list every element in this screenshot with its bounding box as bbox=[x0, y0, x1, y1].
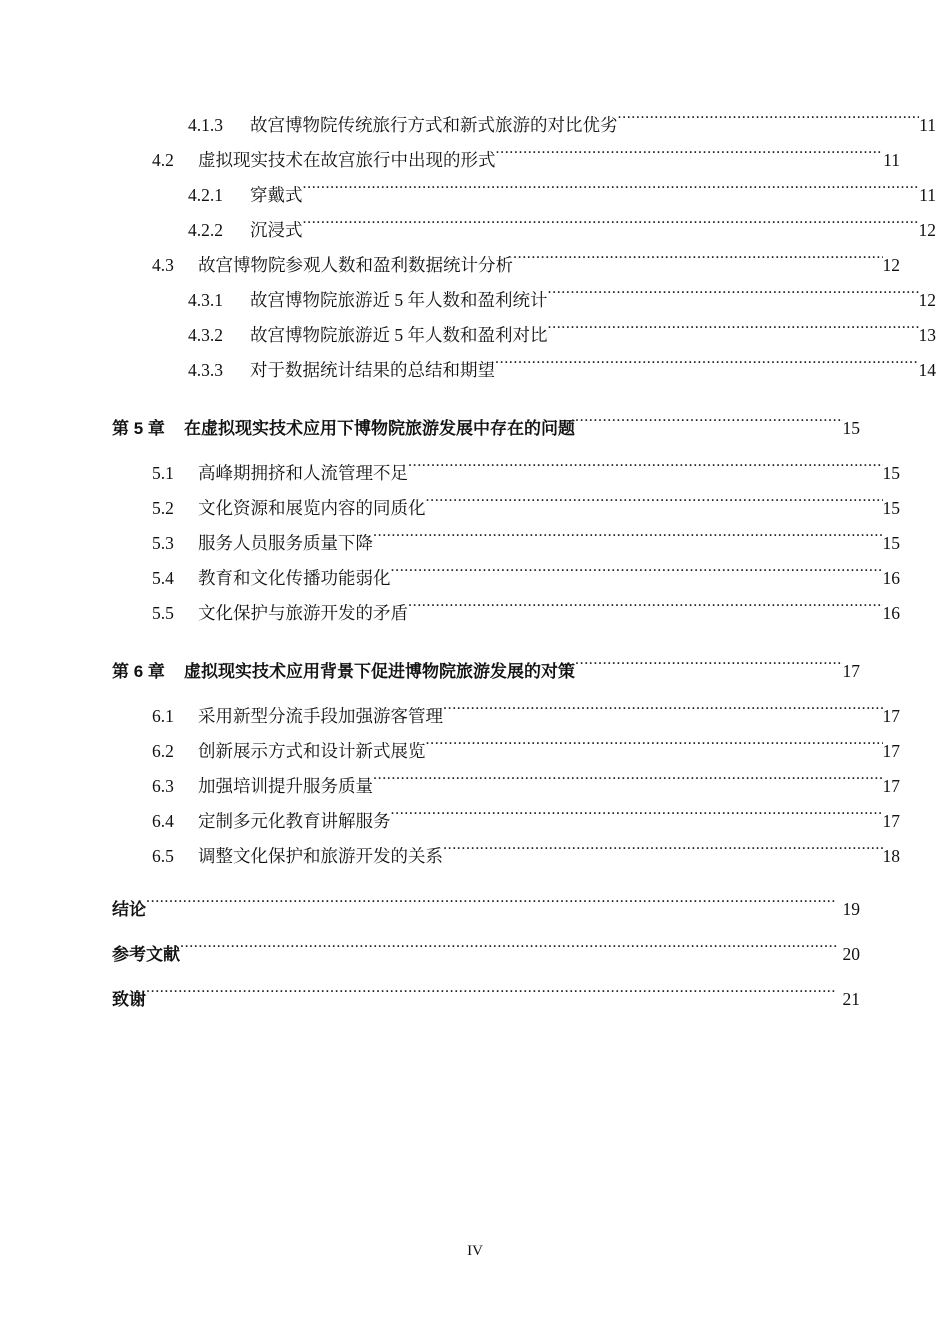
section-gap bbox=[112, 631, 860, 654]
toc-entry-title: 沉浸式 bbox=[250, 220, 303, 240]
toc-entry-page-number: 18 bbox=[882, 846, 900, 866]
toc-entry-page-number: 20 bbox=[842, 944, 860, 964]
toc-entry-title: 采用新型分流手段加强游客管理 bbox=[198, 706, 443, 726]
toc-entry-title: 结论 bbox=[112, 900, 146, 919]
toc-entry-page-number: 17 bbox=[882, 741, 900, 761]
toc-entry-page-number: 12 bbox=[918, 290, 936, 310]
toc-entry-title: 加强培训提升服务质量 bbox=[198, 776, 373, 796]
toc-entry-title: 致谢 bbox=[112, 990, 146, 1009]
toc-leader-dots bbox=[426, 497, 883, 515]
toc-entry-number: 5.1 bbox=[152, 463, 174, 483]
toc-leader-dots bbox=[391, 810, 883, 828]
toc-entry-title: 创新展示方式和设计新式展览 bbox=[198, 741, 426, 761]
toc-entry-page-number: 17 bbox=[882, 776, 900, 796]
toc-leader-dots bbox=[548, 289, 919, 307]
toc-entry[interactable] bbox=[188, 283, 936, 318]
toc-entry[interactable] bbox=[112, 411, 860, 446]
toc-entry-number: 4.3.1 bbox=[188, 290, 223, 310]
toc-leader-dots bbox=[408, 602, 883, 620]
toc-entry-number: 4.3.2 bbox=[188, 325, 223, 345]
toc-entry-title: 对于数据统计结果的总结和期望 bbox=[250, 360, 495, 380]
toc-leader-dots bbox=[496, 149, 884, 167]
toc-entry-title: 文化资源和展览内容的同质化 bbox=[198, 498, 426, 518]
toc-entry[interactable] bbox=[152, 143, 900, 178]
toc-leader-dots bbox=[618, 114, 920, 132]
toc-entry-title: 调整文化保护和旅游开发的关系 bbox=[198, 846, 443, 866]
toc-entry-number: 4.3 bbox=[152, 255, 174, 275]
toc-entry-number: 第 5 章 bbox=[112, 419, 165, 438]
toc-entry[interactable] bbox=[152, 491, 900, 526]
toc-entry[interactable] bbox=[152, 699, 900, 734]
section-gap bbox=[112, 388, 860, 411]
toc-entry-number: 6.5 bbox=[152, 846, 174, 866]
toc-entry-number: 第 6 章 bbox=[112, 662, 165, 681]
toc-leader-dots bbox=[443, 845, 883, 863]
toc-entry-page-number: 17 bbox=[842, 661, 860, 681]
toc-leader-dots bbox=[575, 660, 843, 677]
toc-leader-dots bbox=[373, 775, 883, 793]
toc-entry-title: 文化保护与旅游开发的矛盾 bbox=[198, 603, 408, 623]
toc-entry[interactable] bbox=[152, 596, 900, 631]
toc-entry-page-number: 13 bbox=[918, 325, 936, 345]
toc-entry-number: 5.2 bbox=[152, 498, 174, 518]
toc-leader-dots bbox=[303, 219, 919, 237]
toc-leader-dots bbox=[373, 532, 883, 550]
toc-entry[interactable] bbox=[112, 937, 860, 972]
toc-entry-page-number: 19 bbox=[842, 899, 860, 919]
toc-entry-title: 定制多元化教育讲解服务 bbox=[198, 811, 391, 831]
toc-entry-title: 高峰期拥挤和人流管理不足 bbox=[198, 463, 408, 483]
toc-entry-number: 4.2 bbox=[152, 150, 174, 170]
toc-leader-dots bbox=[495, 359, 919, 377]
toc-entry-number: 4.1.3 bbox=[188, 115, 223, 135]
toc-entry-number: 6.3 bbox=[152, 776, 174, 796]
toc-leader-dots bbox=[180, 943, 837, 960]
section-gap bbox=[112, 972, 860, 982]
toc-entry-page-number: 16 bbox=[882, 603, 900, 623]
toc-entry-page-number: 17 bbox=[882, 811, 900, 831]
toc-entry-page-number: 14 bbox=[918, 360, 936, 380]
toc-entry-page-number: 12 bbox=[918, 220, 936, 240]
toc-leader-dots bbox=[408, 462, 883, 480]
toc-entry-title: 故宫博物院参观人数和盈利数据统计分析 bbox=[198, 255, 513, 275]
toc-entry[interactable] bbox=[112, 982, 860, 1017]
toc-entry-number: 5.3 bbox=[152, 533, 174, 553]
toc-entry[interactable] bbox=[152, 456, 900, 491]
toc-entry[interactable] bbox=[152, 769, 900, 804]
toc-entry-page-number: 12 bbox=[882, 255, 900, 275]
table-of-contents bbox=[112, 108, 936, 1017]
toc-entry-title: 穿戴式 bbox=[250, 185, 303, 205]
toc-entry-title: 故宫博物院旅游近 5 年人数和盈利统计 bbox=[250, 290, 548, 310]
toc-entry-title: 故宫博物院旅游近 5 年人数和盈利对比 bbox=[250, 325, 548, 345]
toc-entry-title: 参考文献 bbox=[112, 945, 180, 964]
toc-entry-number: 5.4 bbox=[152, 568, 174, 588]
toc-leader-dots bbox=[426, 740, 883, 758]
toc-entry-number: 6.4 bbox=[152, 811, 174, 831]
toc-entry-number: 4.3.3 bbox=[188, 360, 223, 380]
page-folio: IV bbox=[467, 1243, 483, 1259]
toc-entry[interactable] bbox=[188, 178, 936, 213]
toc-entry[interactable] bbox=[112, 654, 860, 689]
section-gap bbox=[112, 689, 860, 699]
toc-entry[interactable] bbox=[152, 526, 900, 561]
toc-entry[interactable] bbox=[152, 804, 900, 839]
toc-entry-title: 虚拟现实技术在故宫旅行中出现的形式 bbox=[198, 150, 496, 170]
toc-entry-title: 在虚拟现实技术应用下博物院旅游发展中存在的问题 bbox=[184, 419, 575, 438]
toc-entry-number: 4.2.1 bbox=[188, 185, 223, 205]
toc-entry[interactable] bbox=[152, 248, 900, 283]
toc-entry-page-number: 11 bbox=[919, 115, 936, 135]
toc-entry-page-number: 16 bbox=[882, 568, 900, 588]
toc-entry[interactable] bbox=[152, 561, 900, 596]
toc-entry-page-number: 17 bbox=[882, 706, 900, 726]
toc-entry[interactable] bbox=[152, 839, 900, 874]
toc-leader-dots bbox=[303, 184, 920, 202]
section-gap bbox=[112, 927, 860, 937]
toc-entry-page-number: 11 bbox=[919, 185, 936, 205]
section-gap bbox=[112, 446, 860, 456]
toc-entry-title: 虚拟现实技术应用背景下促进博物院旅游发展的对策 bbox=[184, 662, 575, 681]
toc-entry-title: 教育和文化传播功能弱化 bbox=[198, 568, 391, 588]
toc-leader-dots bbox=[513, 254, 883, 272]
toc-entry-page-number: 15 bbox=[882, 498, 900, 518]
toc-entry-page-number: 11 bbox=[883, 150, 900, 170]
toc-entry-title: 服务人员服务质量下降 bbox=[198, 533, 373, 553]
toc-entry-page-number: 15 bbox=[882, 463, 900, 483]
toc-entry-number: 6.2 bbox=[152, 741, 174, 761]
toc-entry[interactable] bbox=[152, 734, 900, 769]
toc-entry-title: 故宫博物院传统旅行方式和新式旅游的对比优劣 bbox=[250, 115, 618, 135]
toc-entry[interactable] bbox=[112, 892, 860, 927]
toc-leader-dots bbox=[391, 567, 883, 585]
toc-entry-page-number: 15 bbox=[842, 418, 860, 438]
toc-leader-dots bbox=[443, 705, 883, 723]
toc-entry-number: 4.2.2 bbox=[188, 220, 223, 240]
toc-entry-number: 6.1 bbox=[152, 706, 174, 726]
toc-leader-dots bbox=[146, 988, 837, 1005]
toc-leader-dots bbox=[146, 898, 837, 915]
toc-entry[interactable] bbox=[188, 318, 936, 353]
toc-entry[interactable] bbox=[188, 353, 936, 388]
toc-entry-number: 5.5 bbox=[152, 603, 174, 623]
toc-entry-page-number: 21 bbox=[842, 989, 860, 1009]
section-gap bbox=[112, 874, 860, 892]
toc-leader-dots bbox=[548, 324, 919, 342]
toc-entry-page-number: 15 bbox=[882, 533, 900, 553]
toc-leader-dots bbox=[575, 417, 843, 434]
toc-entry[interactable] bbox=[188, 108, 936, 143]
toc-entry[interactable] bbox=[188, 213, 936, 248]
